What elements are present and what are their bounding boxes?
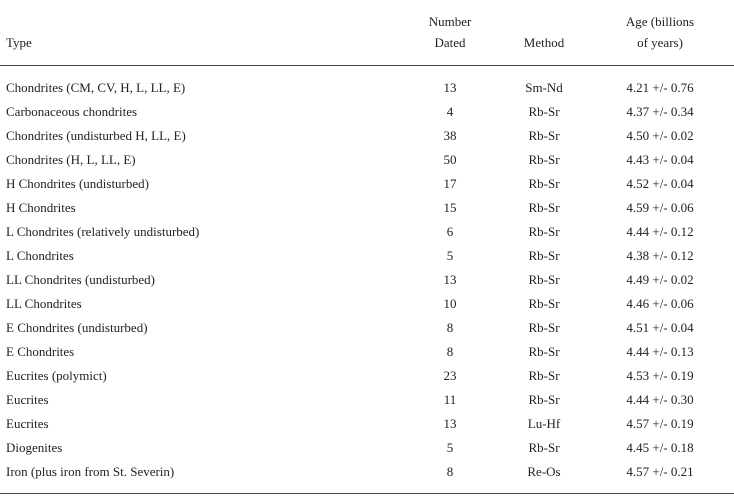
cell-age: 4.49 +/- 0.02 bbox=[626, 272, 694, 287]
table-row bbox=[0, 461, 734, 485]
cell-method: Rb-Sr bbox=[528, 368, 560, 383]
cell-number-dated: 5 bbox=[446, 440, 454, 455]
table-row bbox=[0, 149, 734, 173]
cell-method: Rb-Sr bbox=[528, 152, 560, 167]
cell-number-dated: 13 bbox=[443, 272, 457, 287]
cell-type: E Chondrites bbox=[6, 344, 75, 359]
cell-type: H Chondrites bbox=[6, 200, 76, 215]
cell-number-dated: 11 bbox=[443, 392, 457, 407]
cell-method: Rb-Sr bbox=[528, 440, 560, 455]
cell-number-dated: 10 bbox=[443, 296, 457, 311]
cell-type: L Chondrites bbox=[6, 248, 74, 263]
header-divider bbox=[0, 65, 734, 66]
cell-age: 4.52 +/- 0.04 bbox=[626, 176, 694, 191]
table-row bbox=[0, 125, 734, 149]
cell-number-dated: 13 bbox=[443, 80, 457, 95]
cell-method: Rb-Sr bbox=[528, 224, 560, 239]
header-age bbox=[606, 11, 714, 53]
cell-number-dated: 6 bbox=[446, 224, 454, 239]
cell-number-dated: 38 bbox=[443, 128, 457, 143]
cell-number-dated: 8 bbox=[446, 464, 454, 479]
cell-type: Carbonaceous chondrites bbox=[6, 104, 138, 119]
table-row bbox=[0, 101, 734, 125]
header-age-line1: Age (billions bbox=[625, 14, 695, 29]
table-row bbox=[0, 413, 734, 437]
table-row bbox=[0, 389, 734, 413]
cell-type: H Chondrites (undisturbed) bbox=[6, 176, 149, 191]
cell-age: 4.57 +/- 0.21 bbox=[626, 464, 694, 479]
table-row bbox=[0, 365, 734, 389]
cell-type: LL Chondrites bbox=[6, 296, 82, 311]
cell-method: Rb-Sr bbox=[528, 176, 560, 191]
cell-age: 4.46 +/- 0.06 bbox=[626, 296, 694, 311]
cell-method: Lu-Hf bbox=[527, 416, 561, 431]
cell-method: Re-Os bbox=[527, 464, 561, 479]
header-number-dated-line1: Number bbox=[428, 14, 472, 29]
table-row bbox=[0, 173, 734, 197]
cell-age: 4.59 +/- 0.06 bbox=[626, 200, 694, 215]
cell-type: Chondrites (CM, CV, H, L, LL, E) bbox=[6, 80, 186, 95]
cell-age: 4.51 +/- 0.04 bbox=[626, 320, 694, 335]
cell-number-dated: 4 bbox=[446, 104, 454, 119]
cell-age: 4.44 +/- 0.13 bbox=[626, 344, 694, 359]
cell-age: 4.45 +/- 0.18 bbox=[626, 440, 694, 455]
table-bottom-divider bbox=[0, 493, 734, 494]
cell-number-dated: 17 bbox=[443, 176, 457, 191]
cell-type: Chondrites (undisturbed H, LL, E) bbox=[6, 128, 186, 143]
cell-age: 4.37 +/- 0.34 bbox=[626, 104, 694, 119]
cell-age: 4.43 +/- 0.04 bbox=[626, 152, 694, 167]
cell-number-dated: 8 bbox=[446, 344, 454, 359]
cell-type: L Chondrites (relatively undisturbed) bbox=[6, 224, 200, 239]
cell-method: Rb-Sr bbox=[528, 320, 560, 335]
cell-number-dated: 15 bbox=[443, 200, 457, 215]
header-number-dated bbox=[400, 11, 500, 53]
table-body bbox=[0, 77, 734, 485]
cell-number-dated: 8 bbox=[446, 320, 454, 335]
cell-method: Rb-Sr bbox=[528, 392, 560, 407]
cell-type: Eucrites bbox=[6, 416, 49, 431]
cell-method: Rb-Sr bbox=[528, 200, 560, 215]
cell-age: 4.53 +/- 0.19 bbox=[626, 368, 694, 383]
cell-number-dated: 23 bbox=[443, 368, 457, 383]
header-age-line2: of years) bbox=[637, 35, 683, 50]
table-row bbox=[0, 77, 734, 101]
cell-method: Sm-Nd bbox=[525, 80, 563, 95]
cell-age: 4.21 +/- 0.76 bbox=[626, 80, 694, 95]
table-row bbox=[0, 317, 734, 341]
cell-age: 4.44 +/- 0.12 bbox=[626, 224, 694, 239]
cell-type: Eucrites bbox=[6, 392, 49, 407]
cell-type: Diogenites bbox=[6, 440, 63, 455]
cell-number-dated: 13 bbox=[443, 416, 457, 431]
cell-age: 4.44 +/- 0.30 bbox=[626, 392, 694, 407]
cell-age: 4.38 +/- 0.12 bbox=[626, 248, 694, 263]
cell-method: Rb-Sr bbox=[528, 272, 560, 287]
table-header bbox=[0, 0, 734, 66]
cell-method: Rb-Sr bbox=[528, 104, 560, 119]
table-row bbox=[0, 437, 734, 461]
table-row bbox=[0, 245, 734, 269]
cell-type: Eucrites (polymict) bbox=[6, 368, 107, 383]
header-number-dated-line2: Dated bbox=[434, 35, 466, 50]
cell-number-dated: 50 bbox=[443, 152, 457, 167]
cell-type: E Chondrites (undisturbed) bbox=[6, 320, 148, 335]
cell-method: Rb-Sr bbox=[528, 248, 560, 263]
cell-method: Rb-Sr bbox=[528, 128, 560, 143]
table-row bbox=[0, 197, 734, 221]
cell-age: 4.57 +/- 0.19 bbox=[626, 416, 694, 431]
cell-method: Rb-Sr bbox=[528, 296, 560, 311]
table-row bbox=[0, 341, 734, 365]
cell-age: 4.50 +/- 0.02 bbox=[626, 128, 694, 143]
header-method: Method bbox=[523, 35, 565, 50]
table-row bbox=[0, 293, 734, 317]
cell-number-dated: 5 bbox=[446, 248, 454, 263]
header-type: Type bbox=[6, 35, 32, 50]
table-row bbox=[0, 269, 734, 293]
cell-type: Iron (plus iron from St. Severin) bbox=[6, 464, 175, 479]
cell-type: LL Chondrites (undisturbed) bbox=[6, 272, 155, 287]
cell-method: Rb-Sr bbox=[528, 344, 560, 359]
cell-type: Chondrites (H, L, LL, E) bbox=[6, 152, 136, 167]
table-row bbox=[0, 221, 734, 245]
